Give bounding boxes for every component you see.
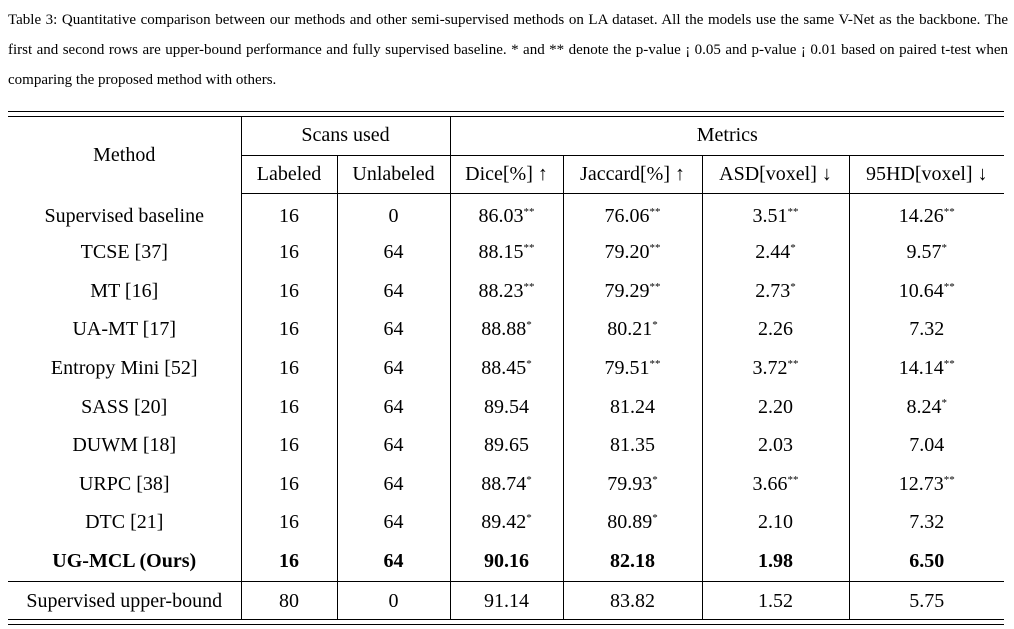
jaccard-value: 79.20 — [604, 241, 650, 264]
table-row — [8, 272, 1004, 311]
jaccard-value: 79.29 — [604, 279, 650, 302]
header-method: Method — [8, 117, 241, 193]
table-row — [8, 465, 1004, 504]
dice-cell — [450, 349, 563, 388]
dice-cell — [450, 311, 563, 350]
unlabeled-value: 0 — [388, 205, 399, 227]
unlabeled-cell — [337, 272, 450, 311]
hd95-cell — [849, 504, 1004, 543]
dice-cell — [450, 272, 563, 311]
jaccard-cell — [563, 193, 702, 234]
unlabeled-cell — [337, 504, 450, 543]
dice-value: 89.65 — [484, 434, 530, 457]
asd-value: 2.10 — [758, 511, 794, 534]
method-cell: TCSE [37] — [8, 234, 241, 273]
header-unlabeled: Unlabeled — [337, 155, 450, 193]
hd95-value: 7.32 — [909, 511, 945, 534]
labeled-value: 16 — [279, 241, 299, 264]
method-cell: Entropy Mini [52] — [8, 349, 241, 388]
asd-value: 2.73 — [755, 279, 791, 302]
unlabeled-cell — [337, 193, 450, 234]
unlabeled-value: 64 — [383, 395, 404, 418]
labeled-value: 16 — [279, 205, 299, 227]
asd-cell — [702, 388, 849, 427]
header-labeled: Labeled — [241, 155, 337, 193]
significance-marker: ** — [523, 206, 535, 218]
unlabeled-value: 64 — [383, 550, 404, 573]
labeled-value: 16 — [279, 318, 299, 341]
asd-cell — [702, 542, 849, 581]
dice-cell — [450, 426, 563, 465]
table-row — [8, 234, 1004, 273]
hd95-value: 7.04 — [909, 434, 945, 457]
method-cell: UA-MT [17] — [8, 311, 241, 350]
significance-marker: ** — [649, 280, 661, 293]
dice-cell — [450, 465, 563, 504]
dice-value: 88.23 — [478, 279, 524, 302]
method-cell: Supervised upper-bound — [8, 581, 241, 620]
method-cell: DTC [21] — [8, 504, 241, 543]
significance-marker: * — [941, 242, 948, 255]
hd95-cell — [849, 388, 1004, 427]
asd-value: 1.98 — [758, 550, 794, 573]
labeled-cell — [241, 426, 337, 465]
jaccard-cell — [563, 465, 702, 504]
table-row — [8, 504, 1004, 543]
table-row — [8, 426, 1004, 465]
labeled-cell — [241, 465, 337, 504]
significance-marker: ** — [649, 206, 661, 218]
significance-marker: * — [790, 280, 796, 293]
method-cell: URPC [38] — [8, 465, 241, 504]
hd95-cell — [849, 581, 1004, 620]
jaccard-value: 81.24 — [610, 395, 656, 418]
hd95-value: 14.26 — [898, 205, 944, 227]
unlabeled-value: 64 — [383, 318, 404, 341]
unlabeled-cell — [337, 581, 450, 620]
significance-marker: ** — [649, 242, 661, 255]
hd95-value: 14.14 — [898, 357, 944, 380]
labeled-value: 16 — [279, 434, 299, 457]
dice-value: 88.88 — [481, 318, 527, 341]
dice-cell — [450, 234, 563, 273]
jaccard-value: 83.82 — [610, 589, 656, 612]
asd-cell — [702, 349, 849, 388]
unlabeled-cell — [337, 388, 450, 427]
dice-cell — [450, 542, 563, 581]
method-cell: UG-MCL (Ours) — [8, 542, 241, 581]
method-cell: MT [16] — [8, 272, 241, 311]
significance-marker: * — [526, 512, 532, 525]
jaccard-value: 76.06 — [604, 205, 650, 227]
significance-marker: ** — [943, 206, 955, 218]
dice-value: 91.14 — [484, 589, 530, 612]
labeled-value: 16 — [279, 511, 299, 534]
unlabeled-value: 64 — [383, 511, 404, 534]
asd-cell — [702, 465, 849, 504]
unlabeled-value: 64 — [383, 472, 404, 495]
method-cell: Supervised baseline — [8, 193, 241, 234]
asd-value: 3.51 — [752, 205, 788, 227]
table-row — [8, 581, 1004, 620]
jaccard-cell — [563, 581, 702, 620]
significance-marker: * — [790, 242, 796, 255]
jaccard-cell — [563, 504, 702, 543]
hd95-cell — [849, 349, 1004, 388]
jaccard-value: 79.93 — [607, 472, 653, 495]
asd-cell — [702, 504, 849, 543]
hd95-cell — [849, 542, 1004, 581]
significance-marker: * — [652, 473, 658, 486]
bottom-rule-1 — [8, 619, 1004, 620]
jaccard-cell — [563, 388, 702, 427]
header-jaccard: Jaccard[%] ↑ — [563, 155, 702, 193]
labeled-value: 16 — [279, 279, 299, 302]
significance-marker: * — [526, 319, 532, 332]
hd95-cell — [849, 465, 1004, 504]
hd95-value: 8.24 — [906, 395, 942, 418]
asd-cell — [702, 234, 849, 273]
jaccard-cell — [563, 272, 702, 311]
labeled-cell — [241, 311, 337, 350]
hd95-value: 7.32 — [909, 318, 945, 341]
unlabeled-cell — [337, 349, 450, 388]
asd-value: 3.72 — [752, 357, 788, 380]
significance-marker: ** — [523, 280, 535, 293]
method-cell: DUWM [18] — [8, 426, 241, 465]
table-row — [8, 193, 1004, 234]
results-table — [8, 117, 1004, 620]
significance-marker: ** — [649, 358, 661, 371]
dice-cell — [450, 388, 563, 427]
table-body — [8, 193, 1004, 620]
asd-cell — [702, 311, 849, 350]
asd-value: 2.03 — [758, 434, 794, 457]
hd95-value: 5.75 — [909, 589, 945, 612]
header-scans-used: Scans used — [241, 117, 450, 155]
labeled-value: 16 — [279, 550, 299, 573]
labeled-cell — [241, 581, 337, 620]
asd-value: 2.26 — [758, 318, 794, 341]
header-dice: Dice[%] ↑ — [450, 155, 563, 193]
bottom-rule-2 — [8, 624, 1004, 625]
asd-cell — [702, 193, 849, 234]
unlabeled-value: 64 — [383, 279, 404, 302]
unlabeled-cell — [337, 426, 450, 465]
jaccard-cell — [563, 349, 702, 388]
asd-value: 1.52 — [758, 589, 794, 612]
unlabeled-cell — [337, 542, 450, 581]
hd95-cell — [849, 272, 1004, 311]
unlabeled-value: 64 — [383, 241, 404, 264]
hd95-value: 6.50 — [909, 550, 945, 573]
jaccard-cell — [563, 426, 702, 465]
table-row — [8, 349, 1004, 388]
method-cell: SASS [20] — [8, 388, 241, 427]
asd-cell — [702, 581, 849, 620]
asd-value: 3.66 — [752, 472, 788, 495]
top-rule-1 — [8, 111, 1004, 112]
unlabeled-cell — [337, 234, 450, 273]
unlabeled-value: 0 — [388, 589, 399, 612]
jaccard-cell — [563, 542, 702, 581]
labeled-value: 16 — [279, 395, 299, 418]
hd95-value: 12.73 — [898, 472, 944, 495]
table-row — [8, 542, 1004, 581]
dice-cell — [450, 193, 563, 234]
significance-marker: * — [526, 358, 532, 371]
hd95-cell — [849, 426, 1004, 465]
significance-marker: * — [652, 512, 658, 525]
dice-value: 88.15 — [478, 241, 524, 264]
labeled-value: 16 — [279, 472, 299, 495]
hd95-value: 9.57 — [906, 241, 942, 264]
hd95-value: 10.64 — [898, 279, 944, 302]
asd-value: 2.20 — [758, 395, 794, 418]
labeled-cell — [241, 272, 337, 311]
jaccard-value: 82.18 — [610, 550, 656, 573]
labeled-cell — [241, 349, 337, 388]
jaccard-value: 79.51 — [604, 357, 650, 380]
jaccard-value: 81.35 — [610, 434, 656, 457]
labeled-cell — [241, 388, 337, 427]
jaccard-value: 80.21 — [607, 318, 653, 341]
dice-value: 88.74 — [481, 472, 527, 495]
significance-marker: ** — [943, 280, 955, 293]
table-row — [8, 388, 1004, 427]
dice-value: 88.45 — [481, 357, 527, 380]
table-row — [8, 311, 1004, 350]
significance-marker: ** — [943, 358, 955, 371]
significance-marker: ** — [787, 206, 799, 218]
unlabeled-cell — [337, 465, 450, 504]
unlabeled-value: 64 — [383, 434, 404, 457]
hd95-cell — [849, 193, 1004, 234]
significance-marker: ** — [787, 358, 799, 371]
significance-marker: * — [526, 473, 532, 486]
significance-marker: ** — [523, 242, 535, 255]
dice-value: 86.03 — [478, 205, 524, 227]
significance-marker: ** — [943, 473, 955, 486]
dice-cell — [450, 581, 563, 620]
unlabeled-value: 64 — [383, 357, 404, 380]
asd-cell — [702, 272, 849, 311]
header-metrics: Metrics — [450, 117, 1004, 155]
asd-value: 2.44 — [755, 241, 791, 264]
dice-cell — [450, 504, 563, 543]
header-asd: ASD[voxel] ↓ — [702, 155, 849, 193]
table-caption: Table 3: Quantitative comparison between our methods and other semi-supervised methods on LA dataset. All the models use the same V-Net as the backbone. The first and second rows are upper-bound performance and fully supervised baseline. * and ** denote the p-value ¡ 0.05 and p-value ¡ 0.01 based on paired t-test when comparing the proposed method with others. — [8, 12, 1008, 88]
hd95-cell — [849, 311, 1004, 350]
labeled-cell — [241, 193, 337, 234]
unlabeled-cell — [337, 311, 450, 350]
jaccard-cell — [563, 311, 702, 350]
jaccard-value: 80.89 — [607, 511, 653, 534]
header-95hd: 95HD[voxel] ↓ — [849, 155, 1004, 193]
dice-value: 89.42 — [481, 511, 527, 534]
significance-marker: ** — [787, 473, 799, 486]
labeled-cell — [241, 542, 337, 581]
hd95-cell — [849, 234, 1004, 273]
dice-value: 90.16 — [484, 550, 530, 573]
dice-value: 89.54 — [484, 395, 530, 418]
labeled-cell — [241, 234, 337, 273]
asd-cell — [702, 426, 849, 465]
labeled-value: 16 — [279, 357, 299, 380]
labeled-value: 80 — [279, 589, 299, 612]
jaccard-cell — [563, 234, 702, 273]
significance-marker: * — [652, 319, 658, 332]
significance-marker: * — [941, 396, 948, 409]
labeled-cell — [241, 504, 337, 543]
